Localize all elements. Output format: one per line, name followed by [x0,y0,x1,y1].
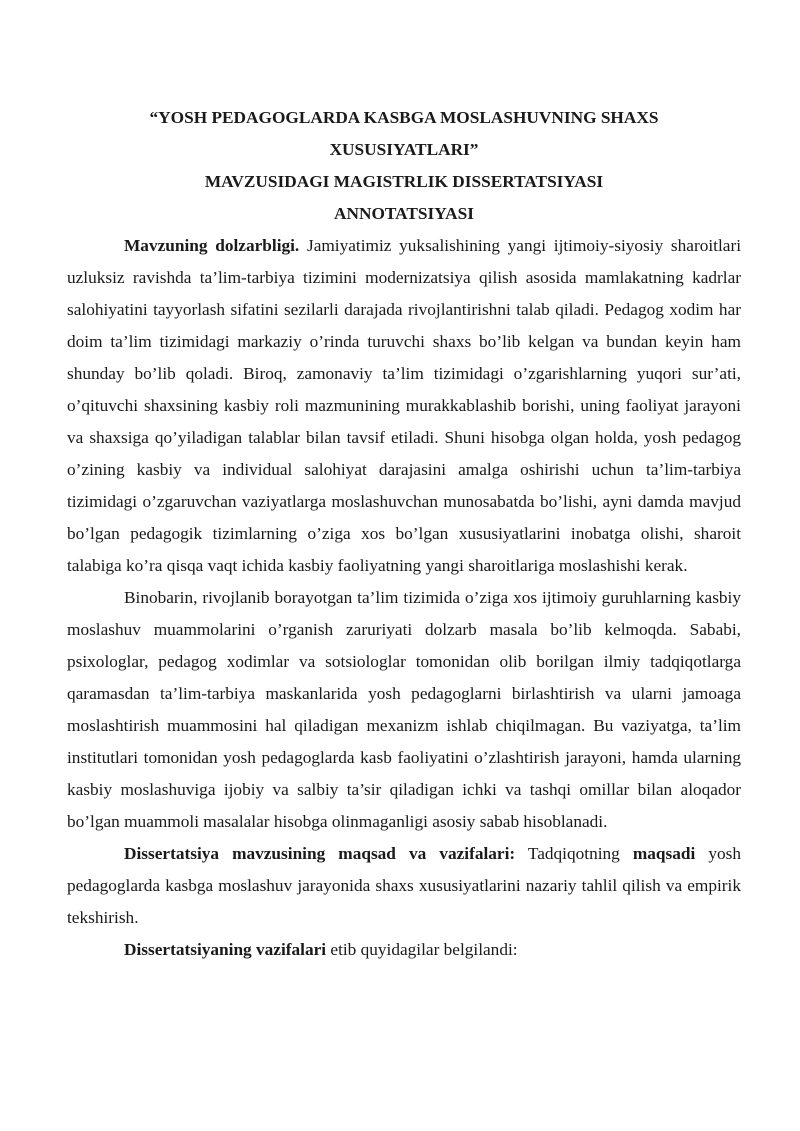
title-line-3: MAVZUSIDAGI MAGISTRLIK DISSERTATSIYASI [204,172,604,191]
tasks-heading: Dissertatsiyaning vazifalari [124,940,327,959]
paragraph-goals [67,838,741,934]
paragraph-relevance [67,230,741,582]
title-line-2: XUSUSIYATLARI” [329,140,479,159]
title-line-4: ANNOTATSIYASI [334,204,474,223]
title-line-1: “YOSH PEDAGOGLARDA KASBGA MOSLASHUVNING SHAXS [149,108,659,127]
tasks-text: etib quyidagilar belgilandi: [326,940,518,959]
goals-text-a: Tadqiqotning [515,844,633,863]
document-title [67,102,741,230]
paragraph-problem [67,582,741,838]
goals-keyword: maqsadi [632,844,696,863]
relevance-text: Jamiyatimiz yuksalishining yangi ijtimoiy-siyosiy sharoitlari uzluksiz ravishda ta’lim-tarbiya tizimini modernizatsiya qilish asosida mamlakatning kadrlar salohiyatini tayyorlash sifatini sezilarli darajada rivojlantirishni talab qiladi. Pedagog xodim har doim ta’lim tizimidagi markaziy o’rinda turuvchi shaxs bo’lib kelgan va bundan keyin ham shunday bo’lib qoladi. Biroq, zamonaviy ta’lim tizimidagi o’zgarishlarning yuqori sur’ati, o’qituvchi shaxsining kasbiy roli mazmunining murakkablashib borishi, uning faoliyat jarayoni va shaxsiga qo’yiladigan talablar bilan tavsif etiladi. Shuni hisobga olgan holda, yosh pedagog o’zining kasbiy va individual salohiyat darajasini amalga oshirishi uchun ta’lim-tarbiya tizimidagi o’zgaruvchan vaziyatlarga moslashuvchan munosabatda bo’lishi, ayni damda mavjud bo’lgan pedagogik tizimlarning o’ziga xos bo’lgan xususiyatlarini inobatga olishi, sharoit talabiga ko’ra qisqa vaqt ichida kasbiy faoliyatning yangi sharoitlariga moslashishi kerak. [67,236,741,575]
relevance-heading: Mavzuning dolzarbligi. [124,236,300,255]
goals-text-c: yosh pedagoglarda kasbga moslashuv jarayonida shaxs xususiyatlarini nazariy tahlil qilish va empirik tekshirish. [67,844,742,927]
document-page [67,102,741,966]
problem-text: Binobarin, rivojlanib borayotgan ta’lim tizimida o’ziga xos ijtimoiy guruhlarning kasbiy moslashuv muammolarini o’rganish zaruriyati dolzarb masala bo’lib kelmoqda. Sababi, psixologlar, pedagog xodimlar va sotsiologlar tomonidan olib borilgan ilmiy tadqiqotlarga qaramasdan ta’lim-tarbiya maskanlarida yosh pedagoglarni birlashtirish va ularni jamoaga moslashtirish muammosini hal qiladigan mexanizm ishlab chiqilmagan. Bu vaziyatga, ta’lim institutlari tomonidan yosh pedagoglarda kasb faoliyatini o’zlashtirish jarayoni, hamda ularning kasbiy moslashuviga ijobiy va salbiy ta’sir qiladigan ichki va tashqi omillar bilan aloqador bo’lgan muammoli masalalar hisobga olinmaganligi asosiy sabab hisoblanadi. [67,588,741,831]
goals-heading: Dissertatsiya mavzusining maqsad va vazifalari: [124,844,516,863]
paragraph-tasks [67,934,741,966]
